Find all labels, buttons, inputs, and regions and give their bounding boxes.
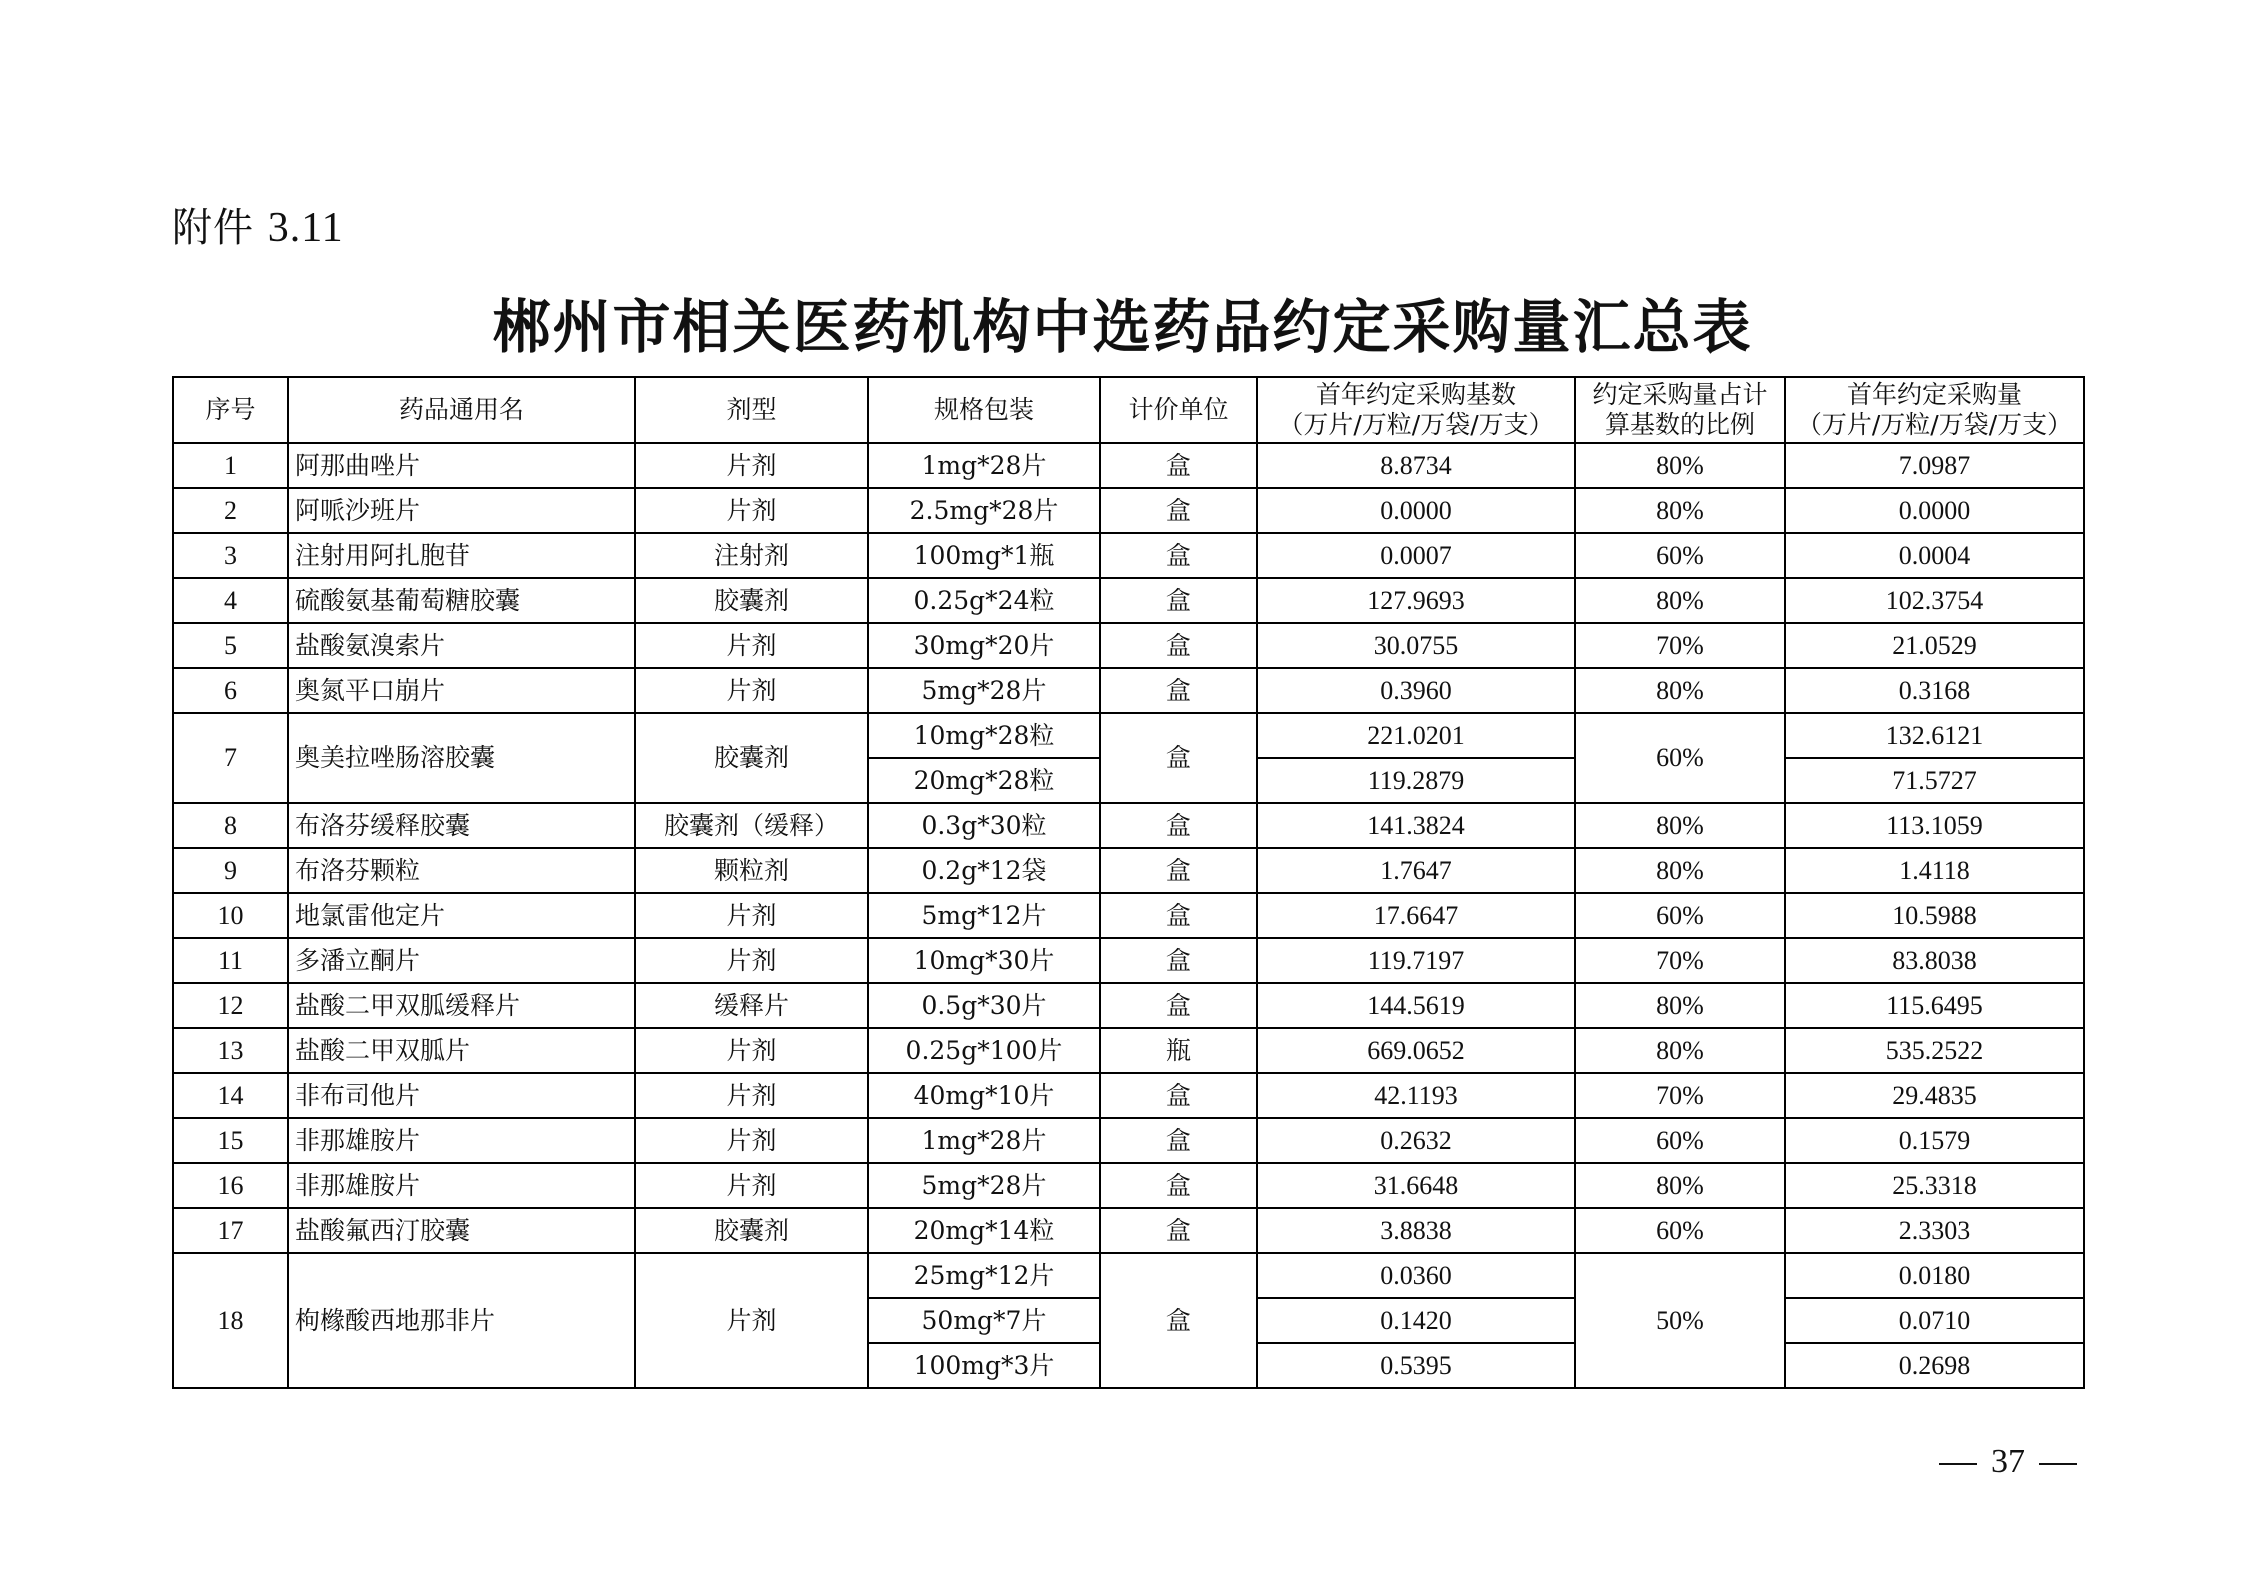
- cell-qty: 21.0529: [1785, 623, 2084, 668]
- cell-seq: 8: [173, 803, 288, 848]
- cell-form: 片剂: [635, 1118, 868, 1163]
- cell-name: 枸橼酸西地那非片: [288, 1253, 635, 1388]
- cell-name: 阿那曲唑片: [288, 443, 635, 488]
- cell-spec: 1mg*28片: [868, 443, 1100, 488]
- cell-spec: 1mg*28片: [868, 1118, 1100, 1163]
- cell-qty: 2.3303: [1785, 1208, 2084, 1253]
- cell-spec: 0.2g*12袋: [868, 848, 1100, 893]
- cell-unit: 盒: [1100, 803, 1257, 848]
- table-row: [173, 1208, 2084, 1253]
- cell-spec: 10mg*30片: [868, 938, 1100, 983]
- header-base: [1257, 377, 1575, 443]
- page-title: 郴州市相关医药机构中选药品约定采购量汇总表: [492, 293, 1753, 361]
- cell-spec: 20mg*28粒: [868, 758, 1100, 803]
- cell-base: 0.2632: [1257, 1118, 1575, 1163]
- cell-spec: 25mg*12片: [868, 1253, 1100, 1298]
- cell-seq: 12: [173, 983, 288, 1028]
- cell-seq: 16: [173, 1163, 288, 1208]
- table-row: [173, 893, 2084, 938]
- cell-form: 片剂: [635, 893, 868, 938]
- cell-form: 片剂: [635, 938, 868, 983]
- cell-seq: 5: [173, 623, 288, 668]
- header-qty: [1785, 377, 2084, 443]
- cell-form: 片剂: [635, 1028, 868, 1073]
- cell-spec: 2.5mg*28片: [868, 488, 1100, 533]
- table-row: [173, 938, 2084, 983]
- cell-base: 3.8838: [1257, 1208, 1575, 1253]
- table-row: [173, 578, 2084, 623]
- cell-form: 胶囊剂: [635, 1208, 868, 1253]
- cell-name: 盐酸二甲双胍片: [288, 1028, 635, 1073]
- cell-name: 盐酸氟西汀胶囊: [288, 1208, 635, 1253]
- table-row: [173, 1028, 2084, 1073]
- cell-qty: 25.3318: [1785, 1163, 2084, 1208]
- cell-qty: 0.0000: [1785, 488, 2084, 533]
- cell-seq: 4: [173, 578, 288, 623]
- cell-ratio: 60%: [1575, 1118, 1785, 1163]
- table-row: [173, 983, 2084, 1028]
- cell-seq: 1: [173, 443, 288, 488]
- cell-form: 片剂: [635, 1163, 868, 1208]
- header-spec: 规格包装: [868, 377, 1100, 443]
- cell-base: 42.1193: [1257, 1073, 1575, 1118]
- cell-base: 669.0652: [1257, 1028, 1575, 1073]
- cell-spec: 50mg*7片: [868, 1298, 1100, 1343]
- cell-seq: 14: [173, 1073, 288, 1118]
- table-row: [173, 1163, 2084, 1208]
- cell-spec: 5mg*28片: [868, 668, 1100, 713]
- cell-unit: 盒: [1100, 1208, 1257, 1253]
- cell-name: 布洛芬缓释胶囊: [288, 803, 635, 848]
- cell-unit: 盒: [1100, 1073, 1257, 1118]
- cell-ratio: 80%: [1575, 983, 1785, 1028]
- cell-base: 0.1420: [1257, 1298, 1575, 1343]
- cell-unit: 盒: [1100, 443, 1257, 488]
- cell-name: 非布司他片: [288, 1073, 635, 1118]
- cell-qty: 29.4835: [1785, 1073, 2084, 1118]
- cell-base: 127.9693: [1257, 578, 1575, 623]
- cell-ratio: 60%: [1575, 893, 1785, 938]
- cell-seq: 2: [173, 488, 288, 533]
- header-form: 剂型: [635, 377, 868, 443]
- cell-name: 多潘立酮片: [288, 938, 635, 983]
- table-row: [173, 668, 2084, 713]
- cell-ratio: 80%: [1575, 443, 1785, 488]
- cell-spec: 40mg*10片: [868, 1073, 1100, 1118]
- table-row: [173, 443, 2084, 488]
- header-ratio-line1: 约定采购量占计: [1592, 380, 1768, 409]
- cell-form: 片剂: [635, 488, 868, 533]
- header-ratio-line2: 算基数的比例: [1604, 410, 1755, 439]
- cell-qty: 535.2522: [1785, 1028, 2084, 1073]
- cell-qty: 0.1579: [1785, 1118, 2084, 1163]
- cell-base: 141.3824: [1257, 803, 1575, 848]
- cell-base: 8.8734: [1257, 443, 1575, 488]
- cell-unit: 盒: [1100, 488, 1257, 533]
- cell-name: 地氯雷他定片: [288, 893, 635, 938]
- cell-ratio: 70%: [1575, 938, 1785, 983]
- cell-base: 0.5395: [1257, 1343, 1575, 1388]
- cell-unit: 盒: [1100, 983, 1257, 1028]
- cell-form: 片剂: [635, 623, 868, 668]
- cell-seq: 15: [173, 1118, 288, 1163]
- header-ratio: [1575, 377, 1785, 443]
- cell-unit: 盒: [1100, 623, 1257, 668]
- table-body: [173, 443, 2084, 1388]
- page-number: [1925, 1443, 2091, 1481]
- cell-seq: 17: [173, 1208, 288, 1253]
- header-base-line1: 首年约定采购基数: [1315, 380, 1516, 409]
- cell-qty: 132.6121: [1785, 713, 2084, 758]
- cell-seq: 6: [173, 668, 288, 713]
- cell-spec: 10mg*28粒: [868, 713, 1100, 758]
- header-base-line2: （万片/万粒/万袋/万支）: [1278, 410, 1554, 439]
- page-number-dash-right: [2039, 1463, 2077, 1465]
- cell-spec: 0.25g*24粒: [868, 578, 1100, 623]
- cell-spec: 30mg*20片: [868, 623, 1100, 668]
- header-unit: 计价单位: [1100, 377, 1257, 443]
- cell-seq: 13: [173, 1028, 288, 1073]
- cell-form: 胶囊剂: [635, 578, 868, 623]
- cell-form: 片剂: [635, 668, 868, 713]
- cell-base: 17.6647: [1257, 893, 1575, 938]
- cell-unit: 盒: [1100, 1118, 1257, 1163]
- cell-qty: 71.5727: [1785, 758, 2084, 803]
- cell-seq: 9: [173, 848, 288, 893]
- table-row: [173, 1118, 2084, 1163]
- cell-spec: 0.5g*30片: [868, 983, 1100, 1028]
- cell-seq: 3: [173, 533, 288, 578]
- cell-base: 0.0360: [1257, 1253, 1575, 1298]
- page-number-value: 37: [1991, 1443, 2025, 1480]
- cell-name: 奥氮平口崩片: [288, 668, 635, 713]
- cell-base: 221.0201: [1257, 713, 1575, 758]
- cell-qty: 0.0180: [1785, 1253, 2084, 1298]
- cell-spec: 5mg*28片: [868, 1163, 1100, 1208]
- cell-ratio: 80%: [1575, 668, 1785, 713]
- cell-unit: 盒: [1100, 533, 1257, 578]
- cell-base: 0.0000: [1257, 488, 1575, 533]
- cell-base: 0.3960: [1257, 668, 1575, 713]
- cell-base: 119.7197: [1257, 938, 1575, 983]
- cell-unit: 盒: [1100, 713, 1257, 803]
- table-row: [173, 488, 2084, 533]
- cell-ratio: 60%: [1575, 533, 1785, 578]
- cell-name: 盐酸氨溴索片: [288, 623, 635, 668]
- table-row: [173, 803, 2084, 848]
- cell-base: 30.0755: [1257, 623, 1575, 668]
- cell-qty: 0.2698: [1785, 1343, 2084, 1388]
- cell-spec: 20mg*14粒: [868, 1208, 1100, 1253]
- cell-unit: 盒: [1100, 1163, 1257, 1208]
- cell-name: 硫酸氨基葡萄糖胶囊: [288, 578, 635, 623]
- table-row: [173, 1073, 2084, 1118]
- header-seq: 序号: [173, 377, 288, 443]
- cell-spec: 0.3g*30粒: [868, 803, 1100, 848]
- attachment-prefix: 附件: [172, 205, 254, 251]
- cell-seq: 18: [173, 1253, 288, 1388]
- cell-unit: 盒: [1100, 893, 1257, 938]
- cell-spec: 0.25g*100片: [868, 1028, 1100, 1073]
- cell-ratio: 50%: [1575, 1253, 1785, 1388]
- cell-qty: 1.4118: [1785, 848, 2084, 893]
- cell-form: 片剂: [635, 443, 868, 488]
- cell-base: 119.2879: [1257, 758, 1575, 803]
- cell-ratio: 60%: [1575, 1208, 1785, 1253]
- cell-base: 144.5619: [1257, 983, 1575, 1028]
- table-row: [173, 533, 2084, 578]
- cell-unit: 盒: [1100, 848, 1257, 893]
- cell-name: 阿哌沙班片: [288, 488, 635, 533]
- table-header-row: [173, 377, 2084, 443]
- cell-unit: 盒: [1100, 578, 1257, 623]
- cell-ratio: 80%: [1575, 1028, 1785, 1073]
- table-row: [173, 623, 2084, 668]
- cell-qty: 113.1059: [1785, 803, 2084, 848]
- cell-form: 片剂: [635, 1253, 868, 1388]
- attachment-number: 3.11: [267, 205, 344, 251]
- cell-qty: 0.0710: [1785, 1298, 2084, 1343]
- cell-form: 颗粒剂: [635, 848, 868, 893]
- cell-seq: 11: [173, 938, 288, 983]
- table-row: [173, 1253, 2084, 1298]
- cell-base: 1.7647: [1257, 848, 1575, 893]
- cell-form: 胶囊剂: [635, 713, 868, 803]
- cell-name: 盐酸二甲双胍缓释片: [288, 983, 635, 1028]
- cell-qty: 0.3168: [1785, 668, 2084, 713]
- procurement-table: [172, 376, 2085, 1389]
- cell-spec: 100mg*1瓶: [868, 533, 1100, 578]
- cell-qty: 115.6495: [1785, 983, 2084, 1028]
- cell-form: 注射剂: [635, 533, 868, 578]
- cell-unit: 盒: [1100, 1253, 1257, 1388]
- cell-name: 非那雄胺片: [288, 1163, 635, 1208]
- cell-seq: 10: [173, 893, 288, 938]
- cell-base: 31.6648: [1257, 1163, 1575, 1208]
- table-row: [173, 713, 2084, 758]
- table-row: [173, 848, 2084, 893]
- cell-ratio: 80%: [1575, 1163, 1785, 1208]
- cell-ratio: 70%: [1575, 1073, 1785, 1118]
- attachment-label: [172, 196, 344, 253]
- cell-ratio: 70%: [1575, 623, 1785, 668]
- header-name: 药品通用名: [288, 377, 635, 443]
- cell-ratio: 80%: [1575, 578, 1785, 623]
- cell-spec: 100mg*3片: [868, 1343, 1100, 1388]
- cell-form: 片剂: [635, 1073, 868, 1118]
- cell-qty: 0.0004: [1785, 533, 2084, 578]
- cell-qty: 7.0987: [1785, 443, 2084, 488]
- cell-ratio: 80%: [1575, 488, 1785, 533]
- cell-form: 胶囊剂（缓释）: [635, 803, 868, 848]
- cell-base: 0.0007: [1257, 533, 1575, 578]
- cell-qty: 10.5988: [1785, 893, 2084, 938]
- cell-ratio: 80%: [1575, 848, 1785, 893]
- cell-spec: 5mg*12片: [868, 893, 1100, 938]
- cell-unit: 盒: [1100, 938, 1257, 983]
- header-qty-line2: （万片/万粒/万袋/万支）: [1796, 410, 2073, 439]
- cell-ratio: 60%: [1575, 713, 1785, 803]
- cell-name: 奥美拉唑肠溶胶囊: [288, 713, 635, 803]
- cell-ratio: 80%: [1575, 803, 1785, 848]
- cell-form: 缓释片: [635, 983, 868, 1028]
- cell-unit: 瓶: [1100, 1028, 1257, 1073]
- cell-qty: 83.8038: [1785, 938, 2084, 983]
- page-number-dash-left: [1939, 1463, 1977, 1465]
- header-qty-line1: 首年约定采购量: [1846, 380, 2022, 409]
- cell-qty: 102.3754: [1785, 578, 2084, 623]
- cell-name: 注射用阿扎胞苷: [288, 533, 635, 578]
- cell-name: 非那雄胺片: [288, 1118, 635, 1163]
- cell-name: 布洛芬颗粒: [288, 848, 635, 893]
- cell-unit: 盒: [1100, 668, 1257, 713]
- cell-seq: 7: [173, 713, 288, 803]
